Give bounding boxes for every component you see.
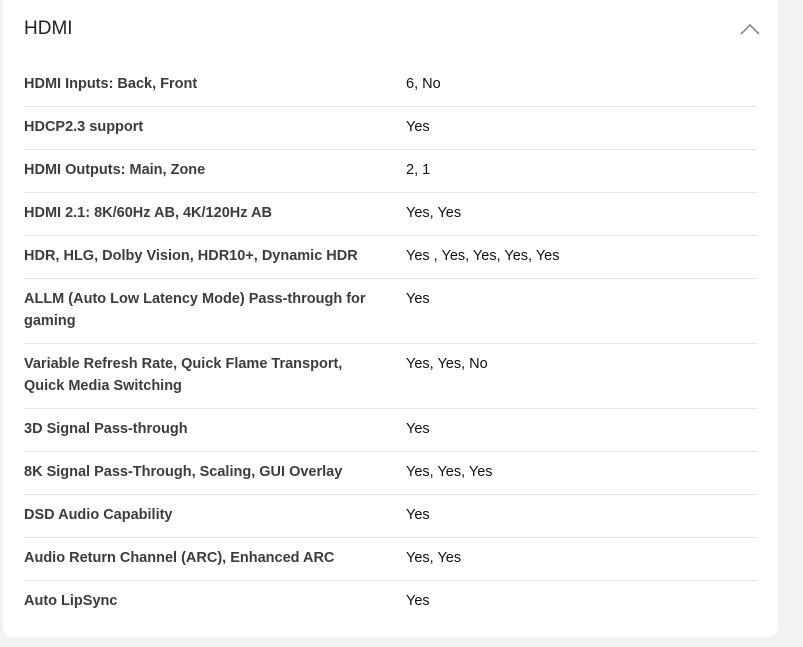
spec-value: Yes, Yes, No <box>406 356 488 372</box>
spec-row <box>24 581 757 624</box>
spec-label: 8K Signal Pass-Through, Scaling, GUI Overlay <box>24 464 343 480</box>
spec-row <box>24 409 757 452</box>
spec-row <box>24 64 757 107</box>
spec-label: HDMI Outputs: Main, Zone <box>24 162 206 178</box>
spec-label: ALLM (Auto Low Latency Mode) Pass-through for gaming <box>24 291 366 329</box>
spec-value: Yes , Yes, Yes, Yes, Yes <box>406 248 560 264</box>
spec-row <box>24 279 757 344</box>
spec-label: Variable Refresh Rate, Quick Flame Transport, Quick Media Switching <box>24 356 343 394</box>
spec-row <box>24 452 757 495</box>
spec-label: HDR, HLG, Dolby Vision, HDR10+, Dynamic HDR <box>24 248 358 264</box>
spec-label: HDCP2.3 support <box>24 119 144 135</box>
spec-row <box>24 107 757 150</box>
spec-row <box>24 150 757 193</box>
spec-table <box>24 64 757 624</box>
spec-row <box>24 538 757 581</box>
spec-label: DSD Audio Capability <box>24 507 173 523</box>
spec-label: Audio Return Channel (ARC), Enhanced ARC <box>24 550 335 566</box>
spec-value: Yes <box>406 507 430 523</box>
spec-label: HDMI 2.1: 8K/60Hz AB, 4K/120Hz AB <box>24 205 272 221</box>
spec-row <box>24 193 757 236</box>
spec-value: Yes <box>406 119 430 135</box>
spec-row <box>24 236 757 279</box>
section-header[interactable] <box>24 0 757 58</box>
chevron-up-icon[interactable] <box>739 18 761 40</box>
spec-value: Yes, Yes, Yes <box>406 464 493 480</box>
hdmi-spec-card <box>3 0 778 637</box>
spec-value: 6, No <box>406 76 441 92</box>
spec-label: Auto LipSync <box>24 593 118 609</box>
spec-label: 3D Signal Pass-through <box>24 421 188 437</box>
spec-value: 2, 1 <box>406 162 431 178</box>
section-title: HDMI <box>24 18 73 39</box>
spec-value: Yes <box>406 593 430 609</box>
spec-value: Yes, Yes <box>406 205 462 221</box>
spec-label: HDMI Inputs: Back, Front <box>24 76 198 92</box>
spec-row <box>24 495 757 538</box>
spec-value: Yes <box>406 421 430 437</box>
spec-value: Yes, Yes <box>406 550 462 566</box>
spec-value: Yes <box>406 291 430 307</box>
spec-row <box>24 344 757 409</box>
